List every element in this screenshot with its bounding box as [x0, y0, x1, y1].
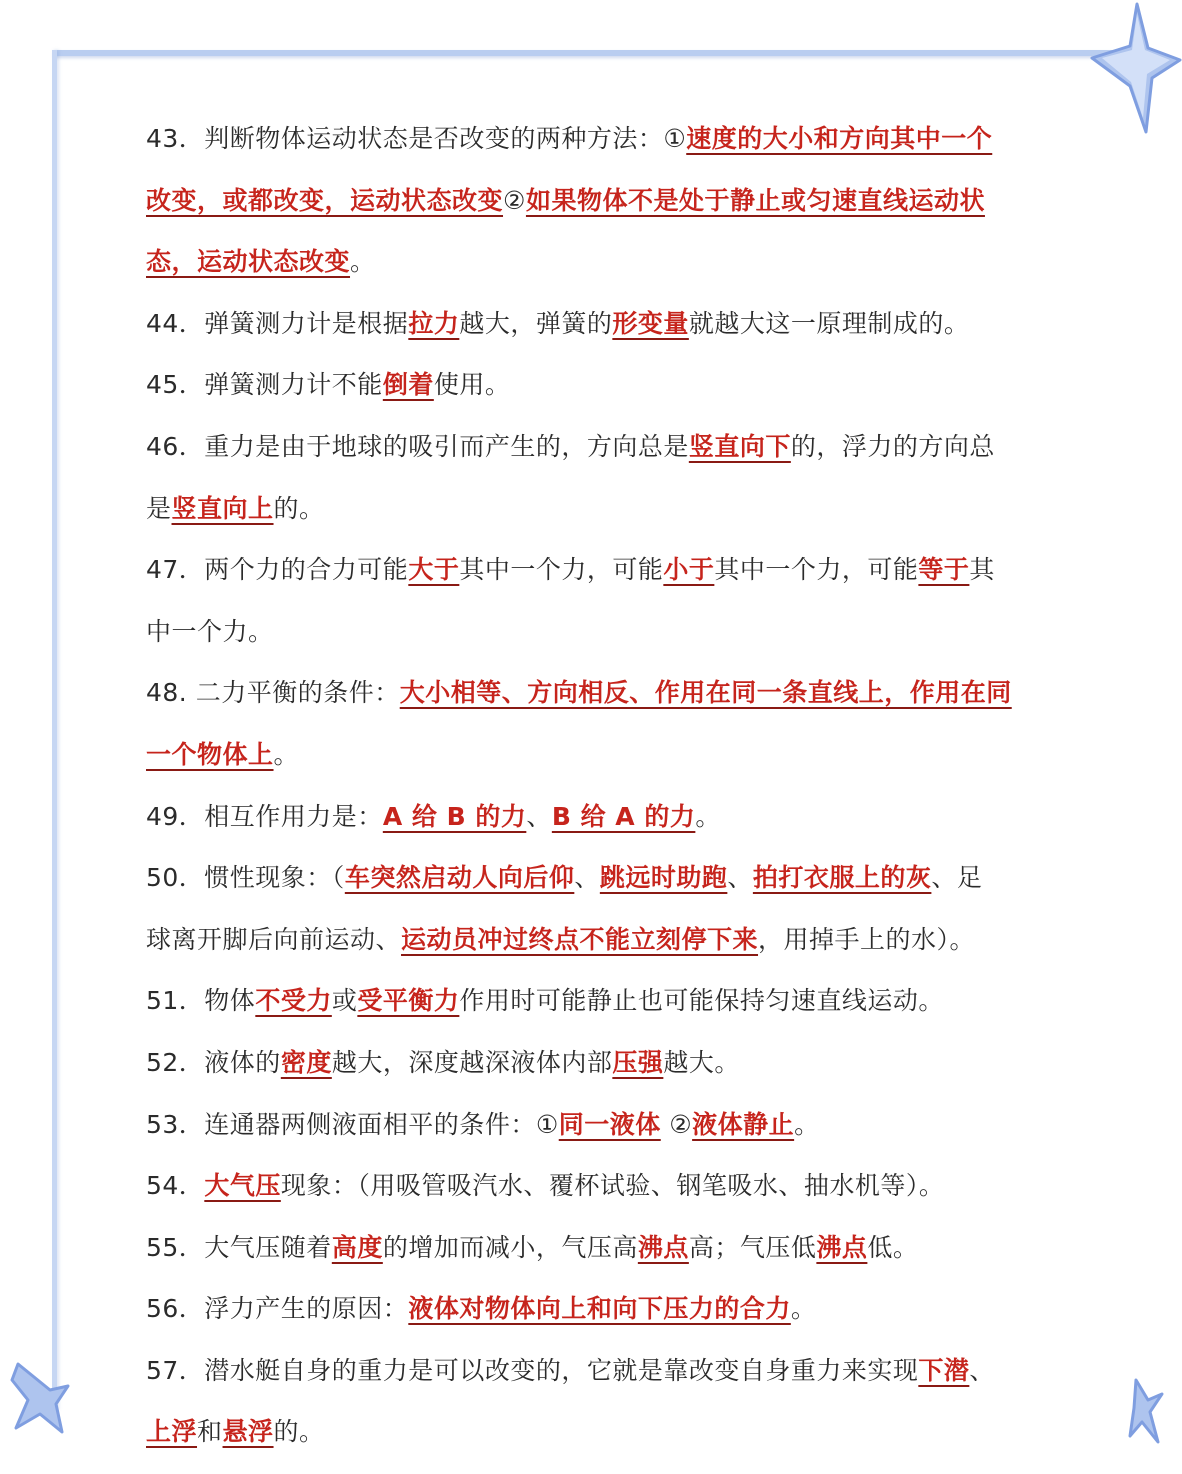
note-line — [146, 170, 1051, 232]
note-line — [146, 1278, 1051, 1340]
note-line — [146, 1032, 1051, 1094]
note-text: 53．连通器两侧液面相平的条件：① — [146, 1109, 559, 1139]
highlighted-answer: 不受力 — [255, 986, 332, 1016]
note-text: 54． — [146, 1171, 205, 1201]
note-text: 。 — [794, 1109, 820, 1139]
note-line — [146, 601, 1051, 663]
note-text: 高；气压低 — [688, 1232, 817, 1262]
highlighted-answer: 车突然启动人向后仰 — [344, 863, 575, 893]
note-text: 56．浮力产生的原因： — [146, 1294, 409, 1324]
star-decoration-icon — [1128, 1378, 1164, 1448]
highlighted-answer: 小于 — [663, 555, 715, 585]
note-text: 。 — [695, 801, 721, 831]
highlighted-answer: 沸点 — [637, 1232, 689, 1262]
note-text: 其 — [969, 555, 995, 585]
highlighted-answer: 竖直向上 — [171, 493, 274, 523]
highlighted-answer: 上浮 — [146, 1417, 198, 1447]
note-line — [146, 539, 1051, 601]
highlighted-answer: 倒着 — [382, 370, 434, 400]
note-text: 是 — [146, 493, 172, 523]
highlighted-answer: 拉力 — [408, 308, 460, 338]
note-text: 使用。 — [433, 370, 511, 400]
note-text: 50．惯性现象：（ — [146, 863, 345, 893]
note-text: 、足 — [931, 863, 983, 893]
note-text: 的。 — [273, 1417, 325, 1447]
star-decoration-icon — [1042, 0, 1182, 140]
note-text: 、 — [526, 801, 552, 831]
note-line — [146, 108, 1051, 170]
note-line — [146, 1340, 1051, 1402]
highlighted-answer: 形变量 — [612, 308, 689, 338]
note-text: 球离开脚后向前运动、 — [146, 924, 402, 954]
note-line — [146, 354, 1051, 416]
note-text: 的增加而减小，气压高 — [382, 1232, 638, 1262]
note-text: 48. 二力平衡的条件： — [146, 678, 400, 708]
note-text: 52．液体的 — [146, 1047, 281, 1077]
highlighted-answer: 等于 — [918, 555, 970, 585]
note-text: ② — [503, 185, 526, 215]
highlighted-answer: 沸点 — [816, 1232, 868, 1262]
note-line — [146, 1094, 1051, 1156]
highlighted-answer: 竖直向下 — [688, 431, 791, 461]
note-text: 。 — [273, 739, 300, 769]
highlighted-answer: 液体静止 — [692, 1109, 795, 1139]
highlighted-answer: 受平衡力 — [357, 986, 460, 1016]
highlighted-answer: 拍打衣服上的灰 — [752, 863, 932, 893]
note-line — [146, 1155, 1051, 1217]
note-text: 51．物体 — [146, 986, 256, 1016]
note-line — [146, 293, 1051, 355]
note-line — [146, 1217, 1051, 1279]
highlighted-answer: 液体对物体向上和向下压力的合力 — [408, 1294, 791, 1324]
note-text: ，用掉手上的水）。 — [758, 924, 976, 954]
highlighted-answer: 跳远时助跑 — [599, 863, 728, 893]
note-text: 其中一个力，可能 — [459, 555, 664, 585]
highlighted-answer: A 给 B 的力 — [382, 801, 527, 831]
note-text: 46．重力是由于地球的吸引而产生的，方向总是 — [146, 431, 689, 461]
highlighted-answer: 下潜 — [918, 1355, 970, 1385]
note-line — [146, 416, 1051, 478]
highlighted-answer: 悬浮 — [222, 1417, 274, 1447]
note-text: 作用时可能静止也可能保持匀速直线运动。 — [459, 986, 944, 1016]
highlighted-answer: 速度的大小和方向其中一个 — [686, 124, 993, 153]
highlighted-answer: 压强 — [612, 1047, 664, 1077]
highlighted-answer: 大气压 — [204, 1171, 281, 1201]
note-line — [146, 847, 1051, 909]
highlighted-answer: 如果物体不是处于静止或匀速直线运动状 — [525, 185, 985, 215]
note-text: 、 — [574, 863, 600, 893]
note-text: 越大，深度越深液体内部 — [331, 1047, 613, 1077]
highlighted-answer: 运动员冲过终点不能立刻停下来 — [401, 924, 759, 954]
note-text: 的。 — [273, 493, 325, 523]
note-line — [146, 662, 1051, 724]
note-text: 45．弹簧测力计不能 — [146, 370, 383, 400]
note-text: 的，浮力的方向总 — [790, 431, 995, 461]
note-line — [146, 1401, 1051, 1463]
highlighted-answer: 大小相等、方向相反、作用在同一条直线上，作用在同 — [399, 678, 1012, 708]
highlighted-answer: 改变，或都改变，运动状态改变 — [146, 185, 504, 215]
note-text: 就越大这一原理制成的。 — [688, 308, 970, 338]
highlighted-answer: 密度 — [280, 1047, 332, 1077]
star-decoration-icon — [10, 1360, 70, 1435]
note-line — [146, 909, 1051, 971]
highlighted-answer: 态，运动状态改变 — [146, 247, 351, 277]
note-text: 和 — [197, 1417, 223, 1447]
note-line — [146, 231, 1051, 293]
note-line — [146, 786, 1051, 848]
note-text: 越大，弹簧的 — [459, 308, 613, 338]
note-text: 、 — [969, 1355, 995, 1385]
note-text: 低。 — [867, 1232, 919, 1262]
note-text: 、 — [727, 863, 753, 893]
frame-left-border — [52, 50, 57, 1410]
note-text: 44．弹簧测力计是根据 — [146, 308, 409, 338]
frame-top-border — [54, 50, 1134, 56]
note-text: 。 — [790, 1294, 817, 1324]
note-line — [146, 970, 1051, 1032]
note-text: ② — [660, 1109, 693, 1139]
note-line — [146, 478, 1051, 540]
note-text: 。 — [350, 247, 376, 277]
note-text: 中一个力。 — [146, 616, 274, 646]
note-text: 55．大气压随着 — [146, 1232, 332, 1262]
highlighted-answer: 一个物体上 — [146, 739, 274, 769]
note-text: 47．两个力的合力可能 — [146, 555, 409, 585]
highlighted-answer: 高度 — [331, 1232, 383, 1262]
physics-notes-list — [146, 108, 1051, 1463]
note-text: 现象：（用吸管吸汽水、覆杯试验、钢笔吸水、抽水机等）。 — [280, 1171, 945, 1201]
highlighted-answer: B 给 A 的力 — [551, 801, 696, 831]
highlighted-answer: 同一液体 — [558, 1109, 661, 1139]
note-text: 57．潜水艇自身的重力是可以改变的，它就是靠改变自身重力来实现 — [146, 1355, 919, 1385]
note-text: 43．判断物体运动状态是否改变的两种方法：① — [146, 124, 687, 153]
note-text: 其中一个力，可能 — [714, 555, 919, 585]
note-text: 49．相互作用力是： — [146, 801, 383, 831]
note-text: 越大。 — [663, 1047, 740, 1077]
note-text: 或 — [331, 986, 358, 1016]
highlighted-answer: 大于 — [408, 555, 460, 585]
note-line — [146, 724, 1051, 786]
